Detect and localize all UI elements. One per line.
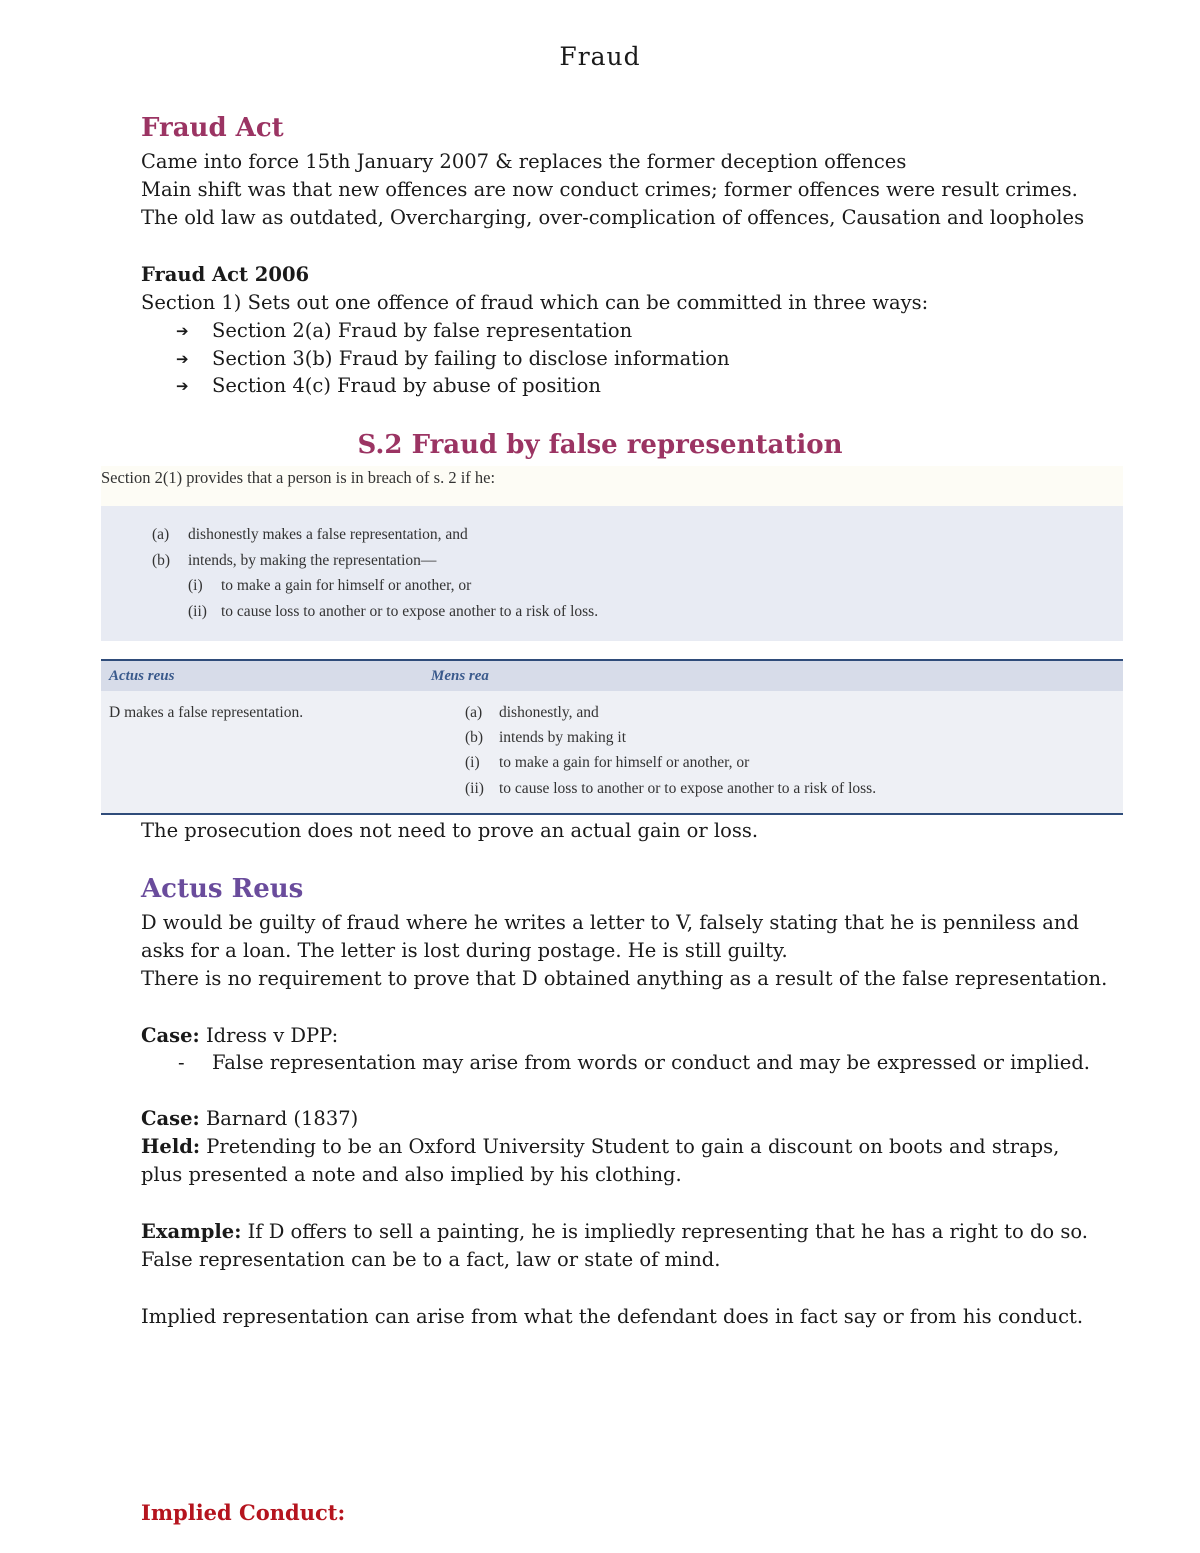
actus-reus-column-header: Actus reus <box>109 668 175 684</box>
statute-excerpt-box <box>101 506 1123 641</box>
example-text-2: False representation can be to a fact, law or state of mind. <box>141 1248 721 1271</box>
held-text-2: plus presented a note and also implied by his clothing. <box>141 1163 682 1186</box>
mens-rea-text-a: dishonestly, and <box>499 704 599 721</box>
example-label: Example: <box>141 1220 242 1243</box>
actus-reus-heading: Actus Reus <box>141 874 304 904</box>
held-line <box>141 1133 1059 1161</box>
example-text: If D offers to sell a painting, he is impliedly representing that he has a right to do so. <box>247 1220 1088 1243</box>
mens-rea-label-ii: (ii) <box>465 780 484 797</box>
fraud-act-2006-intro: Section 1) Sets out one offence of fraud which can be committed in three ways: <box>141 291 929 314</box>
actus-reus-line-3: There is no requirement to prove that D obtained anything as a result of the false representation. <box>141 967 1108 990</box>
mens-rea-text-b: intends by making it <box>499 729 627 746</box>
case-label: Case: <box>141 1107 200 1130</box>
implied-representation-note: Implied representation can arise from what the defendant does in fact say or from his conduct. <box>141 1305 1084 1328</box>
elements-table <box>101 659 1123 815</box>
page-title: Fraud <box>559 42 641 71</box>
fraud-act-line-1: Came into force 15th January 2007 & replaces the former deception offences <box>141 150 907 173</box>
fraud-act-line-2: Main shift was that new offences are now conduct crimes; former offences were result crimes. <box>141 178 1078 201</box>
held-label: Held: <box>141 1135 201 1158</box>
fraud-act-line-3: The old law as outdated, Overcharging, over-complication of offences, Causation and loopholes <box>141 206 1085 229</box>
statute-text-b: intends, by making the representation— <box>188 552 437 569</box>
mens-rea-column-header: Mens rea <box>431 668 489 684</box>
actus-reus-cell: D makes a false representation. <box>109 704 304 721</box>
case-barnard <box>141 1105 358 1133</box>
case-label: Case: <box>141 1024 200 1047</box>
mens-rea-label-i: (i) <box>465 754 480 771</box>
section-3b-item: Section 3(b) Fraud by failing to disclose information <box>212 347 730 370</box>
prosecution-note: The prosecution does not need to prove an actual gain or loss. <box>141 819 759 842</box>
statute-label-ii: (ii) <box>188 603 207 620</box>
statute-intro-strip <box>101 466 1123 506</box>
mens-rea-label-b: (b) <box>465 729 484 746</box>
case-idress-point: False representation may arise from words or conduct and may be expressed or implied. <box>212 1051 1091 1074</box>
section-2a-item: Section 2(a) Fraud by false representation <box>212 319 633 342</box>
held-text: Pretending to be an Oxford University Student to gain a discount on boots and straps, <box>206 1135 1060 1158</box>
actus-reus-line-2: asks for a loan. The letter is lost during postage. He is still guilty. <box>141 939 788 962</box>
fraud-act-2006-heading: Fraud Act 2006 <box>141 263 310 286</box>
statute-intro: Section 2(1) provides that a person is in breach of s. 2 if he: <box>101 468 496 487</box>
statute-label-b: (b) <box>152 552 171 569</box>
mens-rea-text-ii: to cause loss to another or to expose another to a risk of loss. <box>499 780 877 797</box>
case-idress <box>141 1022 338 1050</box>
actus-reus-line-1: D would be guilty of fraud where he writes a letter to V, falsely stating that he is penniless and <box>141 911 1079 934</box>
arrow-bullet-icon: ➔ <box>176 350 189 368</box>
mens-rea-text-i: to make a gain for himself or another, or <box>499 754 750 771</box>
section-4c-item: Section 4(c) Fraud by abuse of position <box>212 374 601 397</box>
statute-text-ii: to cause loss to another or to expose another to a risk of loss. <box>221 603 599 620</box>
implied-conduct-heading: Implied Conduct: <box>141 1500 346 1525</box>
case-name-idress: Idress v DPP: <box>205 1024 339 1047</box>
statute-label-a: (a) <box>152 526 170 543</box>
case-name-barnard: Barnard (1837) <box>205 1107 359 1130</box>
arrow-bullet-icon: ➔ <box>176 377 189 395</box>
elements-table-header <box>101 661 1123 691</box>
statute-label-i: (i) <box>188 577 203 594</box>
arrow-bullet-icon: ➔ <box>176 322 189 340</box>
s2-heading: S.2 Fraud by false representation <box>357 430 843 460</box>
example-line <box>141 1218 1088 1246</box>
fraud-act-heading: Fraud Act <box>141 113 284 143</box>
mens-rea-label-a: (a) <box>465 704 483 721</box>
statute-text-a: dishonestly makes a false representation, and <box>188 526 468 543</box>
dash-bullet-icon: - <box>178 1051 185 1074</box>
statute-text-i: to make a gain for himself or another, or <box>221 577 472 594</box>
